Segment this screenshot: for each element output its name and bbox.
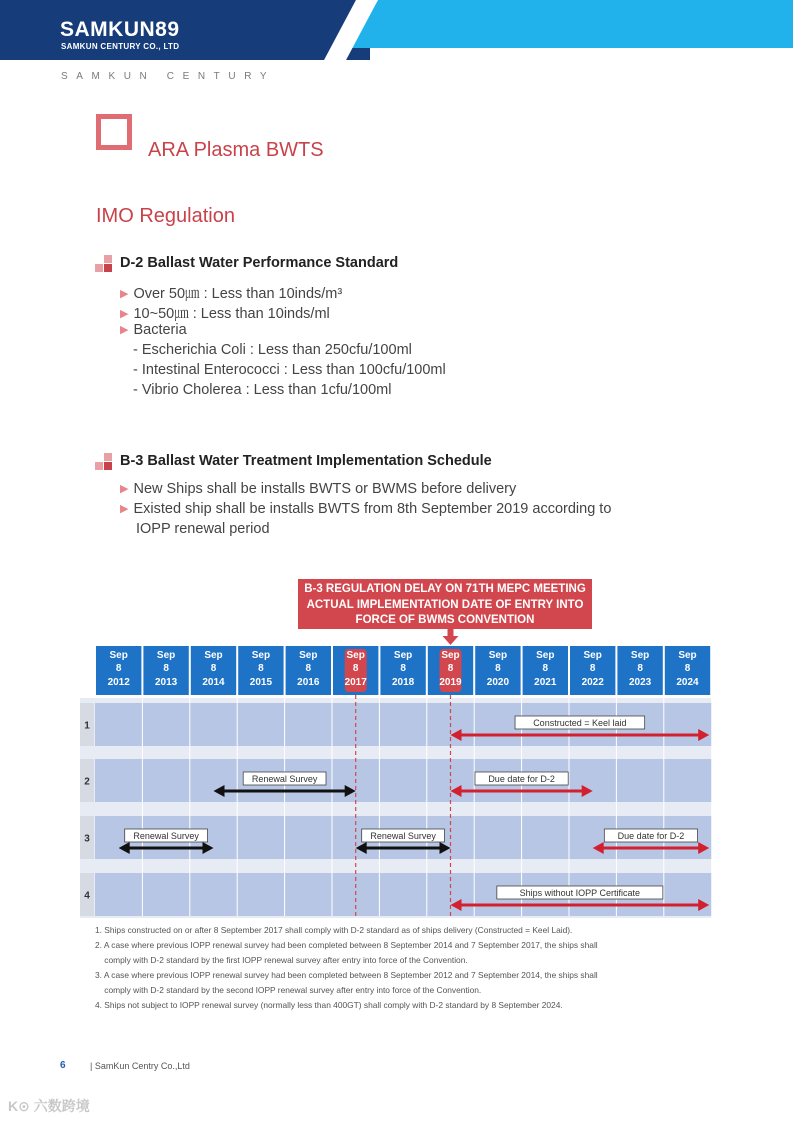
b3-item: ▶ New Ships shall be installs BWTS or BWMS before delivery	[120, 481, 517, 497]
year-header-month: Sep	[109, 650, 128, 661]
year-header-year: 2016	[297, 677, 320, 688]
regulation-delay-callout: B-3 REGULATION DELAY ON 71TH MEPC MEETING ACTUAL IMPLEMENTATION DATE OF ENTRY INTO FORCE OF BWMS CONVENTION	[298, 579, 592, 629]
bar-label: Ships without IOPP Certificate	[519, 888, 641, 898]
year-header-day: 8	[352, 663, 359, 674]
year-header-month: Sep	[488, 650, 508, 661]
row-label: 3	[84, 833, 90, 845]
b3-heading: B-3 Ballast Water Treatment Implementation Schedule	[120, 453, 492, 469]
bar-label: Renewal Survey	[370, 831, 436, 841]
year-header-day: 8	[495, 663, 501, 674]
year-header-day: 8	[163, 663, 169, 674]
row-label: 4	[84, 890, 90, 902]
page-number: 6	[60, 1060, 66, 1071]
row-band	[95, 759, 711, 802]
footnote: 1. Ships constructed on or after 8 September 2017 shall comply with D-2 standard as of ships delivery (Constructed = Keel Laid).	[95, 925, 573, 935]
year-header-month: Sep	[441, 650, 460, 661]
triangle-bullet-icon: ▶	[120, 308, 129, 320]
year-header-year: 2023	[628, 677, 652, 688]
year-header-day: 8	[210, 663, 217, 674]
year-header-month: Sep	[630, 650, 650, 661]
year-header-year: 2021	[534, 677, 557, 688]
footer-company: | SamKun Centry Co.,Ltd	[90, 1061, 190, 1071]
bar-label: Renewal Survey	[133, 831, 199, 841]
year-header-year: 2015	[249, 677, 273, 688]
callout-arrow-icon	[443, 636, 459, 645]
year-header-day: 8	[447, 663, 454, 674]
year-header-day: 8	[589, 663, 596, 674]
bar-label: Due date for D-2	[488, 774, 555, 784]
year-header-day: 8	[400, 663, 406, 674]
year-header-year: 2013	[154, 677, 178, 688]
bar-label: Renewal Survey	[251, 774, 318, 784]
year-header-day: 8	[637, 663, 643, 674]
d2-item: ▶ 10~50㎛ : Less than 10inds/ml	[120, 306, 330, 322]
company-logo-subtitle: SAMKUN CENTURY CO., LTD	[61, 42, 180, 51]
year-header-year: 2018	[391, 677, 415, 688]
d2-item: ▶ Over 50㎛ : Less than 10inds/m³	[120, 286, 343, 302]
bar-label: Constructed = Keel laid	[533, 718, 627, 728]
year-header-month: Sep	[583, 650, 602, 661]
year-header-year: 2022	[581, 677, 604, 688]
b3-item: ▶ Existed ship shall be installs BWTS from 8th September 2019 according to	[120, 501, 612, 517]
b3-item-continued: IOPP renewal period	[136, 521, 270, 537]
footnote: comply with D-2 standard by the second IOPP renewal survey after entry into force of the Convention.	[95, 985, 482, 996]
year-header-day: 8	[542, 663, 549, 674]
year-header-year: 2024	[676, 677, 699, 688]
brand-line: SAMKUN CENTURY	[61, 71, 276, 82]
section-title: IMO Regulation	[96, 205, 235, 227]
footnote: 4. Ships not subject to IOPP renewal survey (normally less than 400GT) shall comply with D-2 standard by 8 September 2024.	[95, 1000, 563, 1011]
triangle-bullet-icon: ▶	[120, 288, 129, 300]
year-header-month: Sep	[251, 650, 271, 661]
year-header-month: Sep	[156, 650, 176, 661]
bacteria-item: - Vibrio Cholerea : Less than 1cfu/100ml	[133, 382, 392, 398]
year-header-month: Sep	[678, 650, 697, 661]
d2-heading: D-2 Ballast Water Performance Standard	[120, 255, 399, 271]
bacteria-item: - Intestinal Enterococci : Less than 100cfu/100ml	[133, 362, 446, 378]
row-label: 1	[84, 720, 90, 732]
year-header-year: 2017	[344, 677, 367, 688]
footnote: comply with D-2 standard by the first IOPP renewal survey after entry into force of the Convention.	[95, 955, 468, 966]
footnotes	[95, 923, 598, 1014]
year-header-month: Sep	[204, 650, 223, 661]
page-title: ARA Plasma BWTS	[148, 139, 324, 161]
bacteria-item: - Escherichia Coli : Less than 250cfu/100ml	[133, 342, 412, 358]
triangle-bullet-icon: ▶	[120, 503, 129, 515]
year-header-day: 8	[684, 663, 691, 674]
year-header-day: 8	[115, 663, 122, 674]
callout-arrow-stem	[448, 628, 454, 636]
year-header-year: 2012	[107, 677, 130, 688]
footnote: 3. A case where previous IOPP renewal survey had been completed between 8 September 2012 and 7 September 2014, the ships shall	[95, 970, 598, 981]
year-header-day: 8	[305, 663, 312, 674]
year-header-year: 2020	[486, 677, 510, 688]
d2-item: ▶ Bacteria	[120, 322, 187, 338]
bar-label: Due date for D-2	[617, 831, 685, 841]
row-label: 2	[84, 776, 90, 788]
year-header-month: Sep	[536, 650, 555, 661]
footnote: 2. A case where previous IOPP renewal survey had been completed between 8 September 2014 and 7 September 2017, the ships shall	[95, 940, 598, 951]
year-header-month: Sep	[393, 650, 413, 661]
triangle-bullet-icon: ▶	[120, 324, 129, 336]
year-header-year: 2019	[439, 677, 462, 688]
company-logo: SAMKUN89	[60, 18, 180, 41]
year-header-year: 2014	[202, 677, 225, 688]
watermark: K⊙ 六数跨境	[8, 1098, 90, 1114]
year-header-month: Sep	[299, 650, 318, 661]
triangle-bullet-icon: ▶	[120, 483, 129, 495]
year-header-day: 8	[258, 663, 264, 674]
year-header-month: Sep	[346, 650, 365, 661]
